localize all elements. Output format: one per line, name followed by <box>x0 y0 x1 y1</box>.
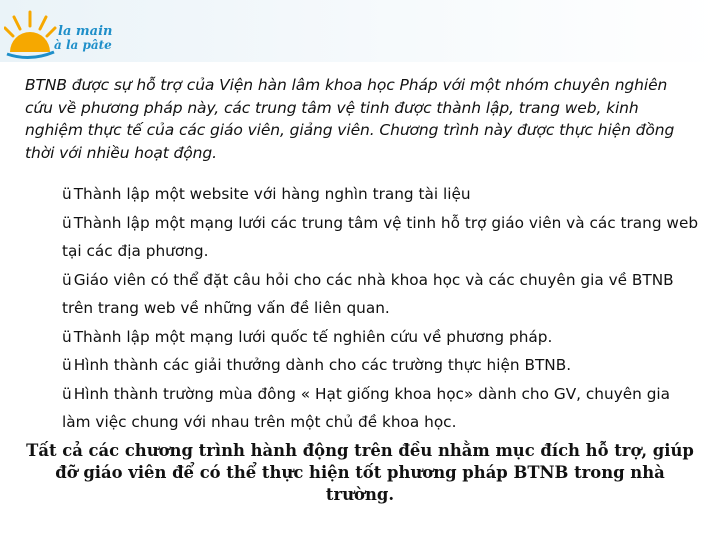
bullet-text: Thành lập một mạng lưới các trung tâm vệ tinh hỗ trợ giáo viên và các trang web tại các địa phương. <box>62 213 699 260</box>
bullet-text: Thành lập một website với hàng nghìn trang tài liệu <box>73 185 471 203</box>
bullet-item <box>62 209 702 266</box>
bullet-text: Hình thành các giải thưởng dành cho các trường thực hiện BTNB. <box>73 356 572 374</box>
intro-paragraph: BTNB được sự hỗ trợ của Viện hàn lâm khoa học Pháp với một nhóm chuyên nghiên cứu về phương pháp này, các trung tâm vệ tinh được thành lập, trang web, kinh nghiệm thực tế của các giáo viên, giảng viên. Chương trình này được thực hiện đồng thời với nhiều hoạt động. <box>25 76 675 162</box>
logo-text-line1: la main <box>58 24 113 39</box>
check-mark-icon: ü <box>62 384 72 403</box>
check-mark-icon: ü <box>62 213 72 232</box>
check-mark-icon: ü <box>62 356 72 374</box>
bullet-text: Hình thành trường mùa đông « Hạt giống khoa học» dành cho GV, chuyên gia làm việc chung với nhau trên một chủ đề khoa học. <box>62 384 671 431</box>
check-mark-icon: ü <box>62 327 72 346</box>
bullet-item <box>62 180 702 209</box>
bullet-text: Thành lập một mạng lưới quốc tế nghiên cứu về phương pháp. <box>73 327 553 346</box>
bullet-item <box>62 380 702 437</box>
logo-text-line2: à la pâte <box>54 38 112 52</box>
summary-paragraph: Tất cả các chương trình hành động trên đều nhằm mục đích hỗ trợ, giúp đỡ giáo viên để có thể thực hiện tốt phương pháp BTNB trong nhà trường. <box>26 441 694 504</box>
bullet-list <box>62 180 702 437</box>
la-main-a-la-pate-logo <box>4 4 124 60</box>
bullet-item <box>62 266 702 323</box>
check-mark-icon: ü <box>62 270 72 289</box>
bullet-item <box>62 323 702 352</box>
bullet-item <box>62 351 702 380</box>
check-mark-icon: ü <box>62 185 72 203</box>
bullet-text: Giáo viên có thể đặt câu hỏi cho các nhà khoa học và các chuyên gia về BTNB trên trang web về những vấn đề liên quan. <box>62 270 674 317</box>
sun-icon <box>5 12 55 58</box>
